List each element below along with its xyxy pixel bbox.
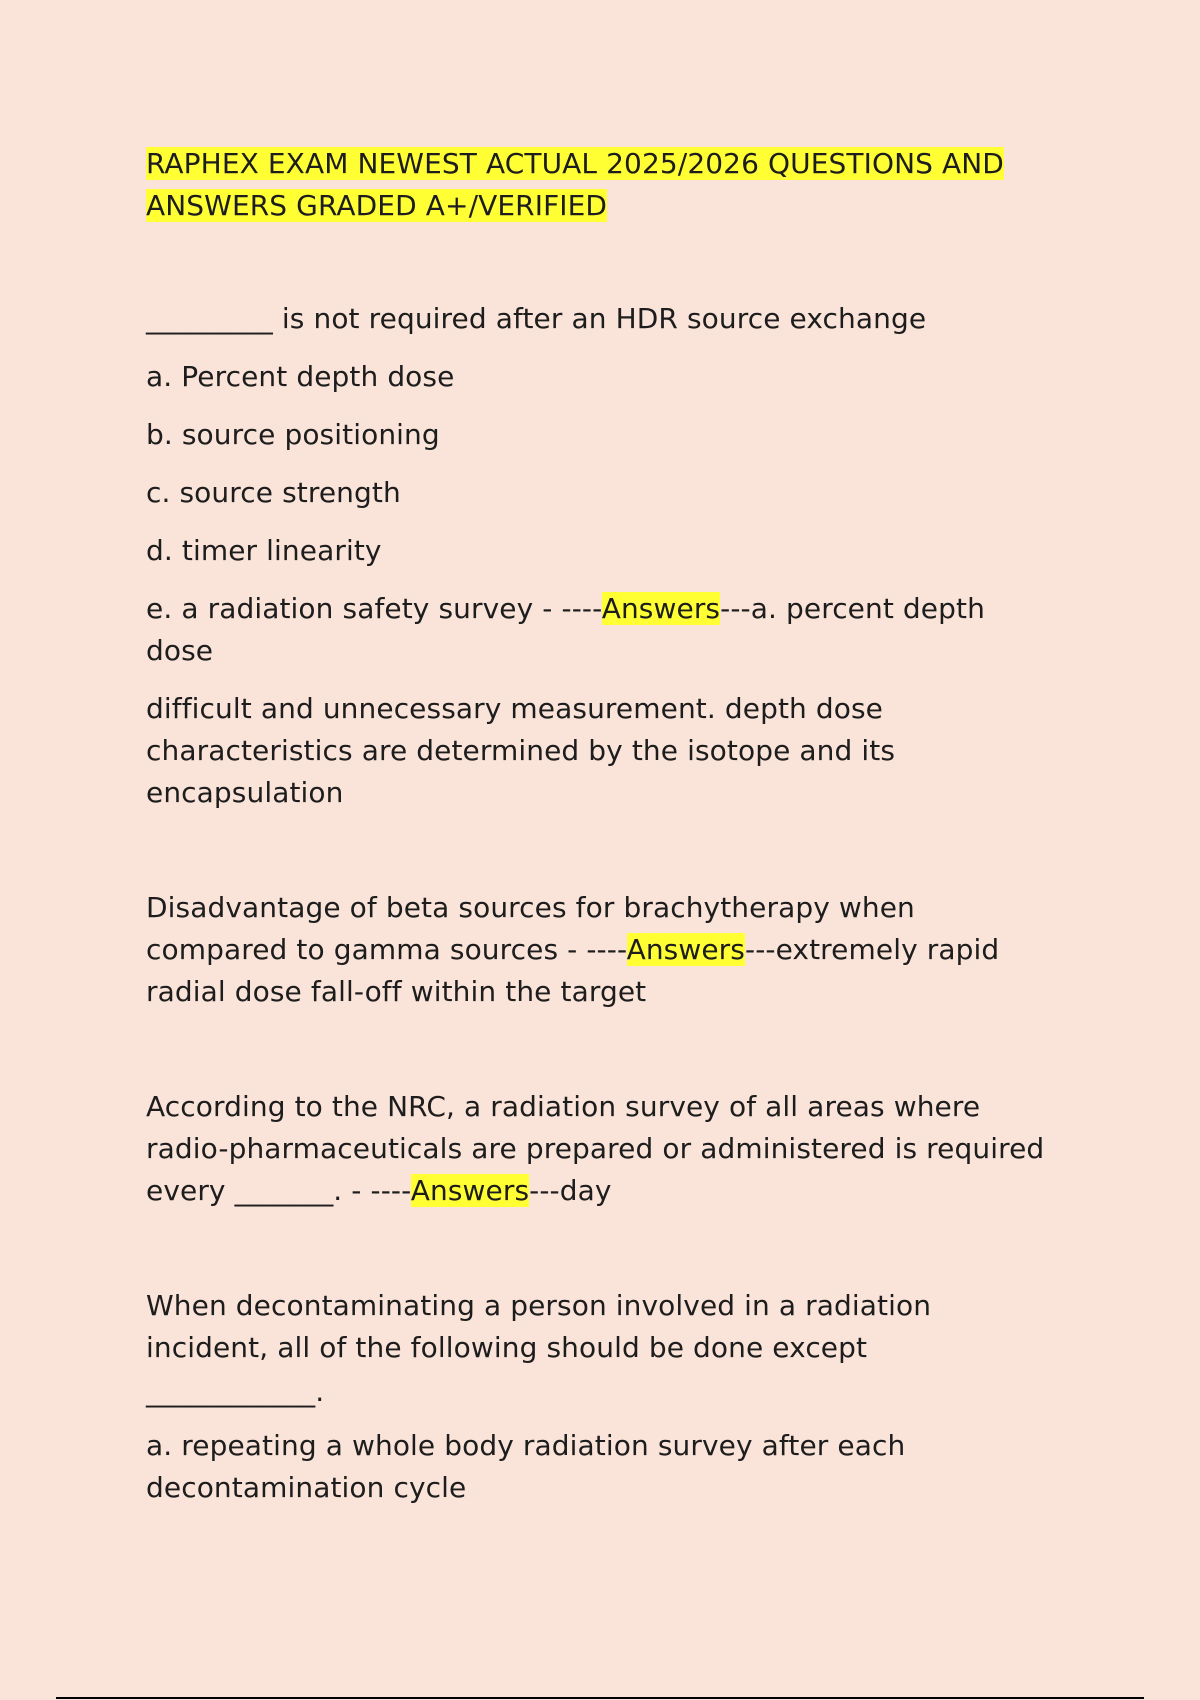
document-title-highlight: RAPHEX EXAM NEWEST ACTUAL 2025/2026 QUESTIONS AND ANSWERS GRADED A+/VERIFIED bbox=[146, 147, 1004, 222]
question-3-stem: According to the NRC, a radiation survey of all areas where radio-pharmaceuticals are prepared or administered is required every _______. - ---- bbox=[146, 1090, 1045, 1207]
question-4-option-a: a. repeating a whole body radiation survey after each decontamination cycle bbox=[146, 1429, 906, 1504]
page-bottom-rule bbox=[56, 1697, 1144, 1699]
question-2-answer: ---extremely rapid radial dose fall-off within the target bbox=[146, 933, 1000, 1008]
question-1-stem: _________ is not required after an HDR source exchange bbox=[146, 302, 927, 335]
question-1-option-d: d. timer linearity bbox=[146, 534, 382, 567]
question-1-explanation: difficult and unnecessary measurement. depth dose characteristics are determined by the isotope and its encapsulation bbox=[146, 692, 896, 809]
question-2 bbox=[146, 887, 1046, 1013]
question-2-stem: Disadvantage of beta sources for brachytherapy when compared to gamma sources - ---- bbox=[146, 891, 915, 966]
document-content bbox=[146, 143, 1046, 1509]
document-title bbox=[146, 143, 1046, 227]
question-3-answer: ---day bbox=[529, 1174, 612, 1207]
answers-label: Answers bbox=[410, 1174, 530, 1207]
question-1-option-e bbox=[146, 588, 1046, 672]
question-1-option-a: a. Percent depth dose bbox=[146, 360, 455, 393]
question-4-blank: ____________. bbox=[146, 1375, 325, 1408]
question-4-stem: When decontaminating a person involved in a radiation incident, all of the following should be done except bbox=[146, 1289, 932, 1364]
question-3 bbox=[146, 1086, 1046, 1212]
question-1-option-c: c. source strength bbox=[146, 476, 401, 509]
answers-label: Answers bbox=[626, 933, 745, 966]
question-1-answer: ---a. percent depth dose bbox=[146, 592, 985, 667]
answers-label: Answers bbox=[601, 592, 721, 625]
question-1-option-e-text: e. a radiation safety survey - ---- bbox=[146, 592, 602, 625]
question-1-option-b: b. source positioning bbox=[146, 418, 440, 451]
